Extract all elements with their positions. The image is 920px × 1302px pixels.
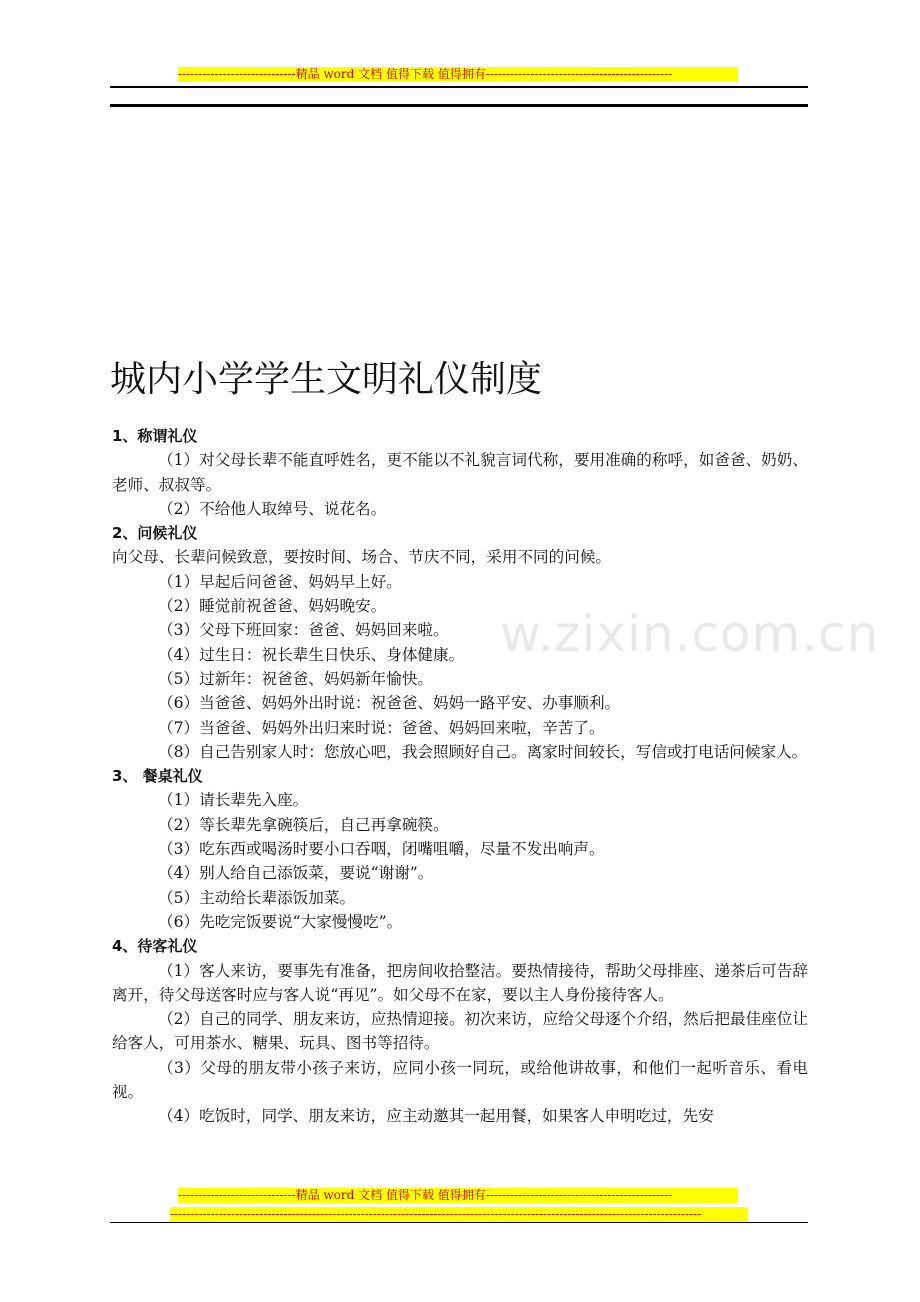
body-paragraph: （1）请长辈先入座。 — [158, 791, 309, 810]
footer-dash-line: ----------------------------------------------------------------------------------------------------------------------------------- — [170, 1207, 748, 1222]
body-paragraph: （2）等长辈先拿碗筷后，自己再拿碗筷。 — [158, 815, 449, 834]
body-paragraph: （4）别人给自己添饭菜，要说“谢谢”。 — [158, 864, 434, 883]
body-paragraph: （4）吃饭时，同学、朋友来访，应主动邀其一起用餐，如果客人申明吃过，先安 — [158, 1107, 714, 1126]
section-heading: 1、称谓礼仪 — [112, 427, 198, 445]
body-paragraph: （1）早起后问爸爸、妈妈早上好。 — [158, 572, 402, 591]
header-rule-double — [110, 104, 808, 107]
body-paragraph: （8）自己告别家人时：您放心吧，我会照顾好自己。离家时间较长，写信或打电话问候家人。 — [158, 742, 808, 761]
body-paragraph: （2）不给他人取绰号、说花名。 — [158, 499, 387, 518]
section-heading: 2、问候礼仪 — [112, 524, 198, 543]
body-paragraph: （6）当爸爸、妈妈外出时说：祝爸爸、妈妈一路平安、办事顺利。 — [158, 694, 621, 713]
document-body — [112, 424, 808, 1129]
body-paragraph: （6）先吃完饭要说“大家慢慢吃”。 — [158, 912, 403, 931]
header-rule-thick — [110, 86, 808, 88]
body-paragraph: （5）过新年：祝爸爸、妈妈新年愉快。 — [158, 669, 434, 688]
body-paragraph: 向父母、长辈问候致意，要按时间、场合、节庆不同，采用不同的问候。 — [112, 548, 612, 567]
body-paragraph: （3）吃东西或喝汤时要小口吞咽，闭嘴咀嚼，尽量不发出响声。 — [158, 840, 605, 859]
header-banner: -----------------------------精品 word 文档 值得下载 值得拥有---------------------------------------------- — [178, 67, 738, 82]
section-heading: 3、 餐桌礼仪 — [112, 767, 203, 786]
body-paragraph: （2）睡觉前祝爸爸、妈妈晚安。 — [158, 597, 387, 616]
footer-banner: -----------------------------精品 word 文档 值得下载 值得拥有---------------------------------------------- — [178, 1188, 738, 1203]
body-paragraph: （3）父母的朋友带小孩子来访，应同小孩一同玩，或给他讲故事，和他们一起听音乐、看电视。 — [112, 1058, 808, 1102]
body-paragraph: （7）当爸爸、妈妈外出归来时说：爸爸、妈妈回来啦，辛苦了。 — [158, 718, 605, 737]
body-paragraph: （3）父母下班回家：爸爸、妈妈回来啦。 — [158, 621, 449, 640]
body-paragraph: （4）过生日：祝长辈生日快乐、身体健康。 — [158, 645, 465, 664]
section-heading: 4、待客礼仪 — [112, 937, 198, 956]
body-paragraph: （5）主动给长辈添饭加菜。 — [158, 888, 356, 907]
body-paragraph: （1）客人来访，要事先有准备，把房间收拾整洁。要热情接待，帮助父母排座、递茶后可告辞离开，待父母送客时应与客人说“再见”。如父母不在家，要以主人身份接待客人。 — [112, 961, 808, 1004]
watermark: w.zixin.com.cn — [500, 605, 880, 663]
footer-rule — [110, 1222, 808, 1223]
body-paragraph: （1）对父母长辈不能直呼姓名，更不能以不礼貌言词代称，要用准确的称呼，如爸爸、奶奶、老师、叔叔等。 — [112, 451, 808, 494]
body-paragraph: （2）自己的同学、朋友来访，应热情迎接。初次来访，应给父母逐个介绍，然后把最佳座位让给客人，可用茶水、糖果、玩具、图书等招待。 — [112, 1010, 808, 1053]
document-title: 城内小学学生文明礼仪制度 — [110, 359, 543, 400]
